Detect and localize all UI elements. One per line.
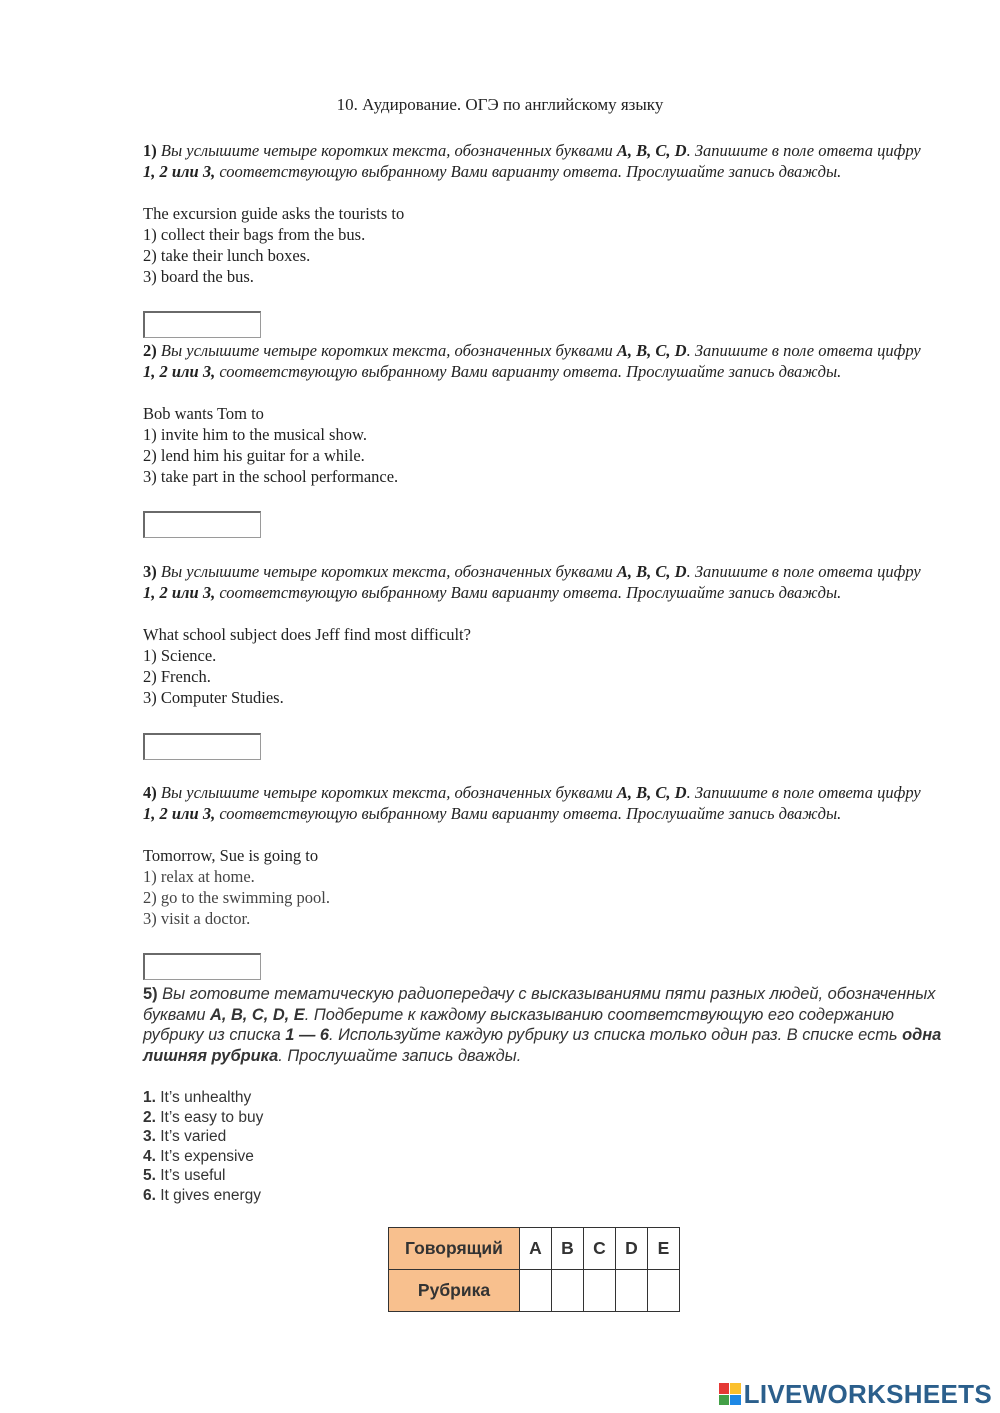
table-row bbox=[389, 1270, 680, 1312]
option: 1) collect their bags from the bus. bbox=[143, 225, 366, 244]
answer-cell-e[interactable] bbox=[648, 1270, 680, 1312]
instruction: 4) Вы услышите четыре коротких текста, обозначенных буквами A, B, C, D. Запишите в поле ответа цифру 1, 2 или 3, соответствующую выбранному Вами варианту ответа. Прослушайте запись дважды. bbox=[143, 783, 921, 823]
answer-table bbox=[388, 1227, 680, 1312]
list-item: 1. It’s unhealthy bbox=[143, 1089, 252, 1106]
option: 2) French. bbox=[143, 667, 211, 686]
answer-cell-a[interactable] bbox=[520, 1270, 552, 1312]
question-stem: What school subject does Jeff find most difficult? bbox=[143, 625, 471, 644]
answer-field-1[interactable] bbox=[143, 311, 261, 338]
logo-icon bbox=[719, 1383, 741, 1405]
question-4 bbox=[143, 782, 933, 929]
option: 3) Computer Studies. bbox=[143, 688, 284, 707]
question-3 bbox=[143, 561, 933, 708]
answer-field-4[interactable] bbox=[143, 953, 261, 980]
question-5-instruction: 5) Вы готовите тематическую радиопередачу с высказываниями пяти разных людей, обозначенных буквами A, B, C, D, E. Подберите к каждому высказыванию соответствующую его содержанию рубрику из списка 1 — 6. Используйте каждую рубрику из списка только один раз. В списке есть одна лишняя рубрика. Прослушайте запись дважды. bbox=[143, 985, 942, 1065]
page-title: 10. Аудирование. ОГЭ по английскому языку bbox=[336, 95, 664, 114]
speaker-letter: B bbox=[552, 1228, 584, 1270]
option: 2) lend him his guitar for a while. bbox=[143, 446, 365, 465]
answer-cell-d[interactable] bbox=[616, 1270, 648, 1312]
list-item: 2. It’s easy to buy bbox=[143, 1108, 264, 1126]
logo-square bbox=[719, 1395, 730, 1406]
list-item: 3. It’s varied bbox=[143, 1128, 227, 1145]
option: 2) go to the swimming pool. bbox=[143, 888, 330, 907]
option: 1) invite him to the musical show. bbox=[143, 425, 367, 444]
row-header-rubric: Рубрика bbox=[389, 1270, 520, 1312]
speaker-letter: E bbox=[648, 1228, 680, 1270]
option: 3) board the bus. bbox=[143, 267, 254, 286]
answer-field-2[interactable] bbox=[143, 511, 261, 538]
logo-square bbox=[730, 1383, 741, 1394]
answer-field-3[interactable] bbox=[143, 733, 261, 760]
list-item: 4. It’s expensive bbox=[143, 1147, 254, 1165]
speaker-letter: A bbox=[520, 1228, 552, 1270]
option: 1) relax at home. bbox=[143, 867, 255, 886]
speaker-letter: C bbox=[584, 1228, 616, 1270]
question-stem: The excursion guide asks the tourists to bbox=[143, 204, 405, 223]
option: 3) take part in the school performance. bbox=[143, 467, 399, 486]
list-item: 6. It gives energy bbox=[143, 1186, 262, 1204]
question-1 bbox=[143, 140, 933, 287]
speaker-letter: D bbox=[616, 1228, 648, 1270]
logo-text: LIVEWORKSHEETS bbox=[743, 1378, 992, 1409]
logo-square bbox=[730, 1395, 741, 1406]
row-header-speaker: Говорящий bbox=[389, 1228, 520, 1270]
option: 1) Science. bbox=[143, 646, 217, 665]
instruction: 1) Вы услышите четыре коротких текста, обозначенных буквами A, B, C, D. Запишите в поле ответа цифру 1, 2 или 3, соответствующую выбранному Вами варианту ответа. Прослушайте запись дважды. bbox=[143, 141, 921, 181]
liveworksheets-logo bbox=[719, 1379, 992, 1409]
question-stem: Bob wants Tom to bbox=[143, 404, 264, 423]
instruction: 3) Вы услышите четыре коротких текста, обозначенных буквами A, B, C, D. Запишите в поле ответа цифру 1, 2 или 3, соответствующую выбранному Вами варианту ответа. Прослушайте запись дважды. bbox=[143, 562, 921, 602]
rubric-list bbox=[143, 1088, 263, 1205]
question-2 bbox=[143, 340, 933, 487]
instruction: 2) Вы услышите четыре коротких текста, обозначенных буквами A, B, C, D. Запишите в поле ответа цифру 1, 2 или 3, соответствующую выбранному Вами варианту ответа. Прослушайте запись дважды. bbox=[143, 341, 921, 381]
logo-square bbox=[719, 1383, 730, 1394]
list-item: 5. It’s useful bbox=[143, 1167, 226, 1184]
answer-cell-b[interactable] bbox=[552, 1270, 584, 1312]
question-stem: Tomorrow, Sue is going to bbox=[143, 846, 319, 865]
option: 3) visit a doctor. bbox=[143, 909, 251, 928]
table-row bbox=[389, 1228, 680, 1270]
answer-cell-c[interactable] bbox=[584, 1270, 616, 1312]
option: 2) take their lunch boxes. bbox=[143, 246, 311, 265]
